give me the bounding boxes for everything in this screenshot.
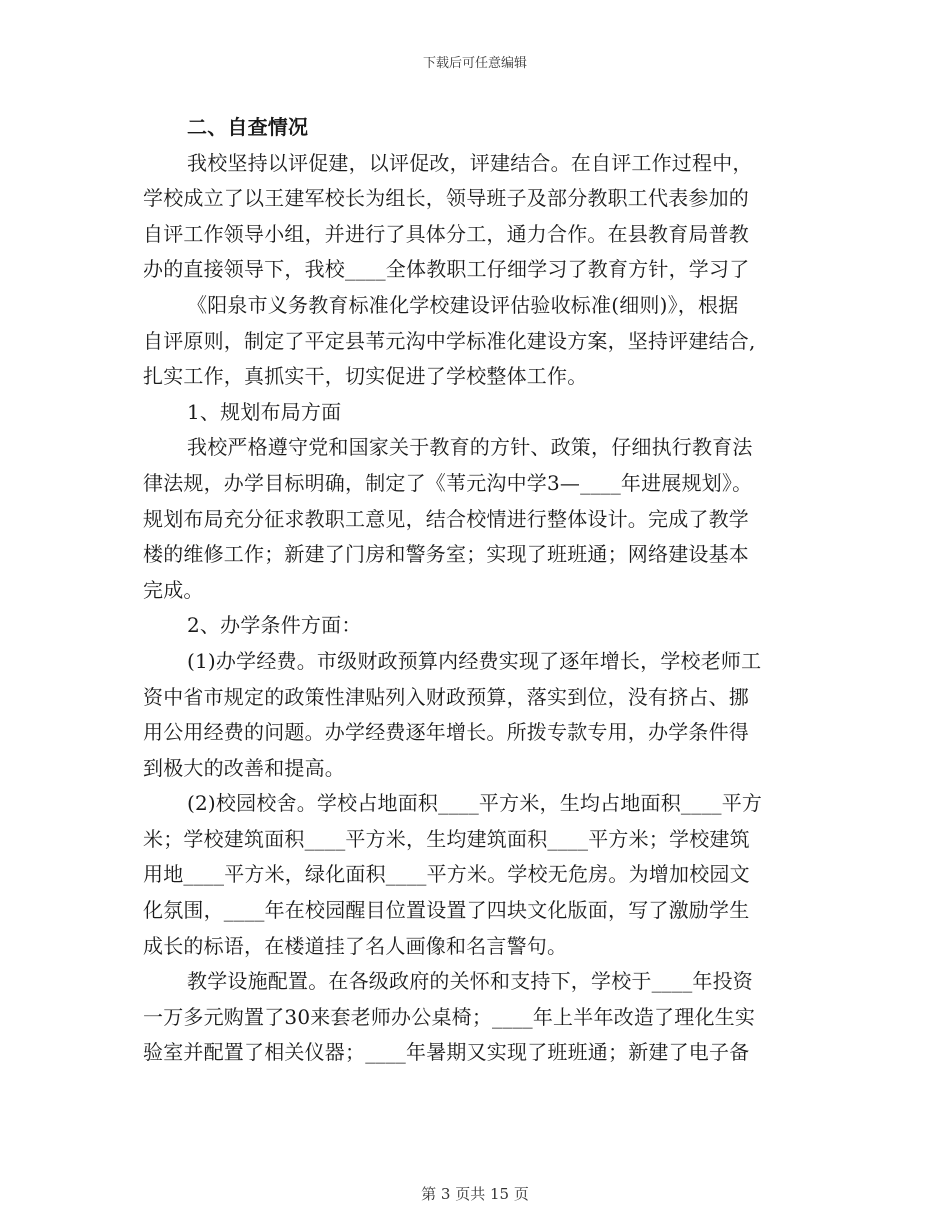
paragraph-line: 化氛围，____年在校园醒目位置设置了四块文化版面，写了激励学生 — [143, 898, 750, 923]
paragraph-line: 自评工作领导小组，并进行了具体分工，通力合作。在县教育局普教 — [143, 221, 749, 246]
paragraph-line: 学校成立了以王建军校长为组长，领导班子及部分教职工代表参加的 — [143, 186, 749, 211]
paragraph-line: 用地____平方米，绿化面积____平方米。学校无危房。为增加校园文 — [143, 862, 750, 887]
paragraph-line: 成长的标语，在楼道挂了名人画像和名言警句。 — [143, 933, 568, 958]
paragraph-line: 教学设施配置。在各级政府的关怀和支持下，学校于____年投资 — [187, 969, 753, 994]
subsection-heading: 1、规划布局方面 — [187, 399, 342, 424]
paragraph-line: 资中省市规定的政策性津贴列入财政预算，落实到位，没有挤占、挪 — [143, 684, 749, 709]
paragraph-line: 一万多元购置了30来套老师办公桌椅；____年上半年改造了理化生实 — [143, 1004, 756, 1029]
page-footer: 第 3 页共 15 页 — [421, 1185, 529, 1203]
paragraph-line: 规划布局充分征求教职工意见，结合校情进行整体设计。完成了教学 — [143, 506, 749, 531]
paragraph-line: 扎实工作，真抓实干，切实促进了学校整体工作。 — [143, 364, 588, 389]
paragraph-line: 我校坚持以评促建，以评促改，评建结合。在自评工作过程中， — [187, 150, 753, 175]
paragraph-line: 自评原则，制定了平定县苇元沟中学标准化建设方案，坚持评建结合, — [143, 328, 756, 353]
page-header: 下载后可任意编辑 — [422, 56, 527, 71]
document-body — [143, 110, 798, 1071]
paragraph-line: (2)校园校舍。学校占地面积____平方米，生均占地面积____平方 — [187, 791, 763, 816]
paragraph-line: (1)办学经费。市级财政预算内经费实现了逐年增长，学校老师工 — [187, 648, 762, 673]
paragraph-line: 米；学校建筑面积____平方米，生均建筑面积____平方米；学校建筑 — [143, 826, 750, 851]
subsection-heading: 2、办学条件方面： — [187, 613, 362, 638]
paragraph-line: 用公用经费的问题。办学经费逐年增长。所拨专款专用，办学条件得 — [143, 720, 749, 745]
paragraph-line: 楼的维修工作；新建了门房和警务室；实现了班班通；网络建设基本 — [143, 542, 749, 567]
section-heading: 二、自查情况 — [187, 115, 309, 139]
paragraph-line: 《阳泉市义务教育标准化学校建设评估验收标准(细则)》，根据 — [187, 292, 739, 317]
paragraph-line: 完成。 — [143, 577, 204, 602]
paragraph-line: 律法规，办学目标明确，制定了《苇元沟中学3—____年进展规划》。 — [143, 470, 753, 495]
paragraph-line: 到极大的改善和提高。 — [143, 755, 345, 780]
paragraph-line: 验室并配置了相关仪器；____年暑期又实现了班班通；新建了电子备 — [143, 1040, 750, 1065]
paragraph-line: 办的直接领导下，我校____全体教职工仔细学习了教育方针，学习了 — [143, 257, 750, 282]
paragraph-line: 我校严格遵守党和国家关于教育的方针、政策，仔细执行教育法 — [187, 435, 753, 460]
